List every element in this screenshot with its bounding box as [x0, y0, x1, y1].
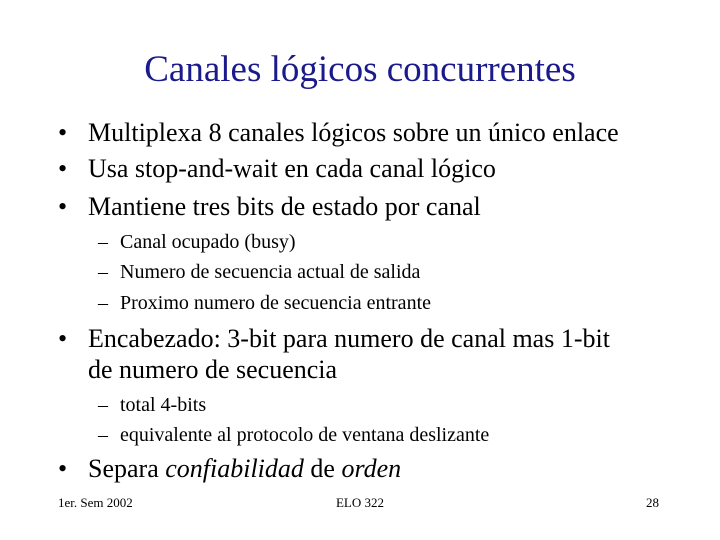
bullet-text: Mantiene tres bits de estado por canal: [88, 192, 481, 221]
bullet-marker: •: [58, 454, 68, 483]
dash-marker: –: [98, 424, 108, 446]
emphasis-text: orden: [341, 454, 402, 483]
dash-marker: –: [98, 394, 108, 416]
bullet-text: de numero de secuencia: [88, 355, 338, 384]
footer-course: ELO 322: [335, 495, 385, 510]
bullet-text: [88, 453, 401, 485]
bullet-text-part: de: [303, 454, 342, 483]
bullet-text: Usa stop-and-wait en cada canal lógico: [88, 154, 496, 183]
footer-page-number: 28: [646, 495, 659, 510]
sub-bullet-text: Proximo numero de secuencia entrante: [120, 292, 431, 314]
bullet-marker: •: [58, 118, 68, 147]
sub-bullet-text: Canal ocupado (busy): [120, 231, 296, 253]
footer-date: 1er. Sem 2002: [58, 495, 133, 510]
bullet-text: Multiplexa 8 canales lógicos sobre un único enlace: [88, 118, 619, 147]
bullet-marker: •: [58, 192, 68, 221]
emphasis-text: confiabilidad: [165, 454, 304, 483]
dash-marker: –: [98, 261, 108, 283]
bullet-text: Encabezado: 3-bit para numero de canal mas 1-bit: [88, 324, 610, 353]
sub-bullet-text: Numero de secuencia actual de salida: [120, 261, 421, 283]
dash-marker: –: [98, 231, 108, 253]
sub-bullet-text: total 4-bits: [120, 394, 207, 416]
bullet-marker: •: [58, 154, 68, 183]
bullet-text-part: Separa: [88, 454, 166, 483]
slide-title: Canales lógicos concurrentes: [144, 49, 576, 90]
sub-bullet-text: equivalente al protocolo de ventana deslizante: [120, 424, 490, 446]
bullet-marker: •: [58, 324, 68, 353]
dash-marker: –: [98, 292, 108, 314]
